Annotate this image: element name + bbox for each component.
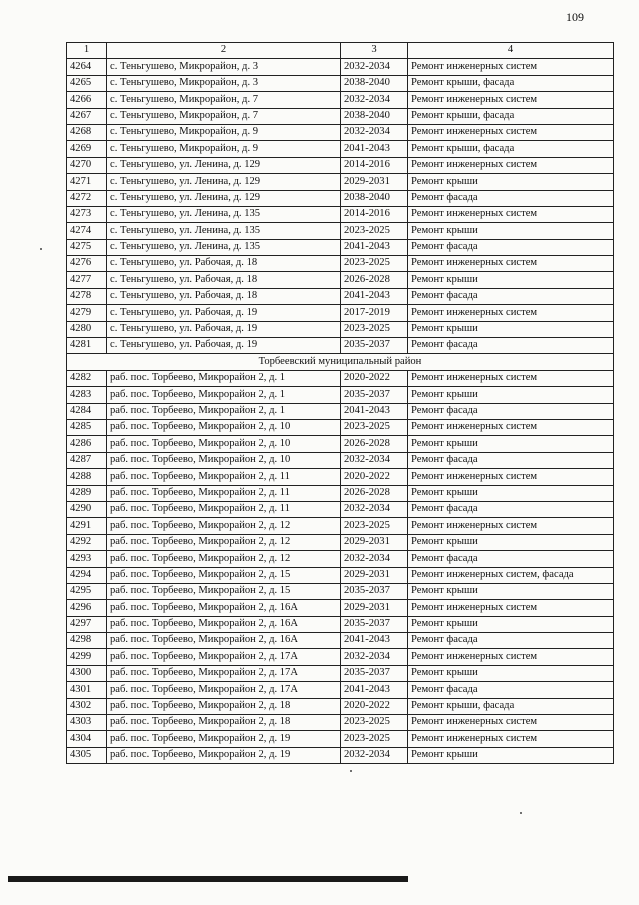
table-row	[67, 141, 614, 157]
address-cell: раб. пос. Торбеево, Микрорайон 2, д. 12	[107, 551, 341, 567]
row-number-cell: 4289	[67, 485, 107, 501]
period-cell: 2026-2028	[341, 272, 408, 288]
table-row	[67, 305, 614, 321]
address-cell: раб. пос. Торбеево, Микрорайон 2, д. 16А	[107, 616, 341, 632]
row-number-cell: 4299	[67, 649, 107, 665]
period-cell: 2035-2037	[341, 583, 408, 599]
section-header	[67, 354, 614, 370]
table-row	[67, 534, 614, 550]
scan-speck	[520, 812, 522, 814]
table-row	[67, 567, 614, 583]
row-number-cell: 4277	[67, 272, 107, 288]
period-cell: 2032-2034	[341, 452, 408, 468]
work-type-cell: Ремонт крыши, фасада	[408, 141, 614, 157]
address-cell: раб. пос. Торбеево, Микрорайон 2, д. 12	[107, 518, 341, 534]
work-type-cell: Ремонт фасада	[408, 190, 614, 206]
address-cell: с. Теньгушево, Микрорайон, д. 3	[107, 59, 341, 75]
work-type-cell: Ремонт инженерных систем	[408, 649, 614, 665]
table-row	[67, 108, 614, 124]
row-number-cell: 4269	[67, 141, 107, 157]
address-cell: с. Теньгушево, Микрорайон, д. 3	[107, 75, 341, 91]
work-type-cell: Ремонт крыши, фасада	[408, 108, 614, 124]
row-number-cell: 4274	[67, 223, 107, 239]
work-type-cell: Ремонт крыши	[408, 223, 614, 239]
row-number-cell: 4267	[67, 108, 107, 124]
address-cell: раб. пос. Торбеево, Микрорайон 2, д. 11	[107, 485, 341, 501]
scan-speck	[40, 248, 42, 250]
work-type-cell: Ремонт крыши	[408, 174, 614, 190]
address-cell: раб. пос. Торбеево, Микрорайон 2, д. 19	[107, 747, 341, 763]
row-number-cell: 4268	[67, 124, 107, 140]
table-row	[67, 370, 614, 386]
period-cell: 2026-2028	[341, 436, 408, 452]
row-number-cell: 4272	[67, 190, 107, 206]
period-cell: 2029-2031	[341, 174, 408, 190]
row-number-cell: 4278	[67, 288, 107, 304]
row-number-cell: 4287	[67, 452, 107, 468]
table-row	[67, 272, 614, 288]
work-type-cell: Ремонт крыши	[408, 387, 614, 403]
row-number-cell: 4303	[67, 715, 107, 731]
address-cell: раб. пос. Торбеево, Микрорайон 2, д. 17А	[107, 682, 341, 698]
period-cell: 2041-2043	[341, 682, 408, 698]
work-type-cell: Ремонт фасада	[408, 501, 614, 517]
table-row	[67, 206, 614, 222]
period-cell: 2032-2034	[341, 92, 408, 108]
work-type-cell: Ремонт крыши, фасада	[408, 75, 614, 91]
row-number-cell: 4298	[67, 633, 107, 649]
work-type-cell: Ремонт крыши	[408, 272, 614, 288]
row-number-cell: 4288	[67, 469, 107, 485]
row-number-cell: 4284	[67, 403, 107, 419]
work-type-cell: Ремонт фасада	[408, 239, 614, 255]
period-cell: 2023-2025	[341, 223, 408, 239]
table-row	[67, 239, 614, 255]
period-cell: 2023-2025	[341, 321, 408, 337]
work-type-cell: Ремонт инженерных систем	[408, 731, 614, 747]
address-cell: раб. пос. Торбеево, Микрорайон 2, д. 18	[107, 698, 341, 714]
table-row	[67, 157, 614, 173]
work-type-cell: Ремонт инженерных систем	[408, 59, 614, 75]
period-cell: 2035-2037	[341, 387, 408, 403]
page-number: 109	[566, 10, 584, 24]
table-row	[67, 75, 614, 91]
period-cell: 2038-2040	[341, 190, 408, 206]
address-cell: с. Теньгушево, Микрорайон, д. 7	[107, 108, 341, 124]
table-row	[67, 288, 614, 304]
repair-schedule-table	[66, 42, 614, 764]
work-type-cell: Ремонт фасада	[408, 551, 614, 567]
row-number-cell: 4283	[67, 387, 107, 403]
row-number-cell: 4264	[67, 59, 107, 75]
work-type-cell: Ремонт крыши	[408, 583, 614, 599]
table-body-torbeevo	[67, 370, 614, 763]
address-cell: с. Теньгушево, ул. Рабочая, д. 18	[107, 256, 341, 272]
work-type-cell: Ремонт инженерных систем	[408, 124, 614, 140]
table-row	[67, 600, 614, 616]
row-number-cell: 4281	[67, 338, 107, 354]
address-cell: раб. пос. Торбеево, Микрорайон 2, д. 1	[107, 370, 341, 386]
work-type-cell: Ремонт фасада	[408, 633, 614, 649]
period-cell: 2014-2016	[341, 157, 408, 173]
period-cell: 2038-2040	[341, 75, 408, 91]
address-cell: с. Теньгушево, ул. Ленина, д. 129	[107, 157, 341, 173]
table-row	[67, 649, 614, 665]
table-row	[67, 583, 614, 599]
row-number-cell: 4290	[67, 501, 107, 517]
table-row	[67, 501, 614, 517]
address-cell: раб. пос. Торбеево, Микрорайон 2, д. 19	[107, 731, 341, 747]
header-cell-1: 1	[67, 43, 107, 59]
address-cell: с. Теньгушево, Микрорайон, д. 9	[107, 124, 341, 140]
header-cell-2: 2	[107, 43, 341, 59]
address-cell: раб. пос. Торбеево, Микрорайон 2, д. 15	[107, 583, 341, 599]
period-cell: 2023-2025	[341, 256, 408, 272]
work-type-cell: Ремонт крыши	[408, 436, 614, 452]
row-number-cell: 4295	[67, 583, 107, 599]
row-number-cell: 4301	[67, 682, 107, 698]
row-number-cell: 4282	[67, 370, 107, 386]
period-cell: 2041-2043	[341, 403, 408, 419]
table-row	[67, 321, 614, 337]
period-cell: 2020-2022	[341, 370, 408, 386]
address-cell: с. Теньгушево, ул. Рабочая, д. 18	[107, 288, 341, 304]
table-row	[67, 59, 614, 75]
address-cell: с. Теньгушево, Микрорайон, д. 7	[107, 92, 341, 108]
row-number-cell: 4265	[67, 75, 107, 91]
table-row	[67, 174, 614, 190]
row-number-cell: 4291	[67, 518, 107, 534]
table-row	[67, 616, 614, 632]
table-row	[67, 518, 614, 534]
table-row	[67, 452, 614, 468]
table-row	[67, 731, 614, 747]
row-number-cell: 4292	[67, 534, 107, 550]
address-cell: с. Теньгушево, ул. Рабочая, д. 19	[107, 305, 341, 321]
period-cell: 2023-2025	[341, 731, 408, 747]
address-cell: с. Теньгушево, ул. Рабочая, д. 19	[107, 338, 341, 354]
address-cell: с. Теньгушево, ул. Ленина, д. 135	[107, 223, 341, 239]
table-row	[67, 190, 614, 206]
period-cell: 2041-2043	[341, 288, 408, 304]
section-title: Торбеевский муниципальный район	[67, 354, 614, 370]
row-number-cell: 4266	[67, 92, 107, 108]
work-type-cell: Ремонт крыши	[408, 616, 614, 632]
address-cell: раб. пос. Торбеево, Микрорайон 2, д. 1	[107, 387, 341, 403]
period-cell: 2014-2016	[341, 206, 408, 222]
work-type-cell: Ремонт инженерных систем	[408, 469, 614, 485]
work-type-cell: Ремонт крыши	[408, 485, 614, 501]
work-type-cell: Ремонт инженерных систем, фасада	[408, 567, 614, 583]
table-row	[67, 551, 614, 567]
period-cell: 2029-2031	[341, 534, 408, 550]
work-type-cell: Ремонт фасада	[408, 403, 614, 419]
table-row	[67, 419, 614, 435]
period-cell: 2032-2034	[341, 551, 408, 567]
address-cell: с. Теньгушево, ул. Рабочая, д. 19	[107, 321, 341, 337]
table-row	[67, 338, 614, 354]
address-cell: раб. пос. Торбеево, Микрорайон 2, д. 17А	[107, 665, 341, 681]
period-cell: 2032-2034	[341, 649, 408, 665]
address-cell: раб. пос. Торбеево, Микрорайон 2, д. 11	[107, 501, 341, 517]
work-type-cell: Ремонт инженерных систем	[408, 157, 614, 173]
period-cell: 2032-2034	[341, 59, 408, 75]
header-cell-4: 4	[408, 43, 614, 59]
address-cell: с. Теньгушево, ул. Рабочая, д. 18	[107, 272, 341, 288]
work-type-cell: Ремонт крыши, фасада	[408, 698, 614, 714]
period-cell: 2035-2037	[341, 616, 408, 632]
period-cell: 2041-2043	[341, 141, 408, 157]
table-row	[67, 485, 614, 501]
work-type-cell: Ремонт фасада	[408, 288, 614, 304]
section-row	[67, 354, 614, 370]
period-cell: 2020-2022	[341, 469, 408, 485]
address-cell: раб. пос. Торбеево, Микрорайон 2, д. 17А	[107, 649, 341, 665]
header-row	[67, 43, 614, 59]
address-cell: раб. пос. Торбеево, Микрорайон 2, д. 1	[107, 403, 341, 419]
period-cell: 2041-2043	[341, 239, 408, 255]
period-cell: 2026-2028	[341, 485, 408, 501]
row-number-cell: 4279	[67, 305, 107, 321]
address-cell: с. Теньгушево, ул. Ленина, д. 129	[107, 190, 341, 206]
period-cell: 2032-2034	[341, 124, 408, 140]
table-row	[67, 469, 614, 485]
address-cell: с. Теньгушево, ул. Ленина, д. 135	[107, 206, 341, 222]
table-row	[67, 665, 614, 681]
period-cell: 2032-2034	[341, 501, 408, 517]
address-cell: раб. пос. Торбеево, Микрорайон 2, д. 11	[107, 469, 341, 485]
period-cell: 2029-2031	[341, 600, 408, 616]
work-type-cell: Ремонт инженерных систем	[408, 419, 614, 435]
period-cell: 2038-2040	[341, 108, 408, 124]
row-number-cell: 4300	[67, 665, 107, 681]
row-number-cell: 4286	[67, 436, 107, 452]
row-number-cell: 4280	[67, 321, 107, 337]
work-type-cell: Ремонт инженерных систем	[408, 305, 614, 321]
period-cell: 2029-2031	[341, 567, 408, 583]
address-cell: раб. пос. Торбеево, Микрорайон 2, д. 18	[107, 715, 341, 731]
table-row	[67, 747, 614, 763]
work-type-cell: Ремонт фасада	[408, 682, 614, 698]
period-cell: 2017-2019	[341, 305, 408, 321]
work-type-cell: Ремонт крыши	[408, 747, 614, 763]
address-cell: с. Теньгушево, Микрорайон, д. 9	[107, 141, 341, 157]
row-number-cell: 4294	[67, 567, 107, 583]
table-header	[67, 43, 614, 59]
table-row	[67, 256, 614, 272]
work-type-cell: Ремонт инженерных систем	[408, 92, 614, 108]
row-number-cell: 4271	[67, 174, 107, 190]
address-cell: раб. пос. Торбеево, Микрорайон 2, д. 10	[107, 452, 341, 468]
row-number-cell: 4273	[67, 206, 107, 222]
work-type-cell: Ремонт фасада	[408, 452, 614, 468]
period-cell: 2023-2025	[341, 715, 408, 731]
scan-speck	[350, 770, 352, 772]
work-type-cell: Ремонт инженерных систем	[408, 600, 614, 616]
work-type-cell: Ремонт инженерных систем	[408, 715, 614, 731]
address-cell: раб. пос. Торбеево, Микрорайон 2, д. 15	[107, 567, 341, 583]
address-cell: раб. пос. Торбеево, Микрорайон 2, д. 10	[107, 436, 341, 452]
address-cell: с. Теньгушево, ул. Ленина, д. 135	[107, 239, 341, 255]
work-type-cell: Ремонт крыши	[408, 534, 614, 550]
period-cell: 2035-2037	[341, 338, 408, 354]
header-cell-3: 3	[341, 43, 408, 59]
period-cell: 2035-2037	[341, 665, 408, 681]
address-cell: раб. пос. Торбеево, Микрорайон 2, д. 12	[107, 534, 341, 550]
table-row	[67, 124, 614, 140]
work-type-cell: Ремонт фасада	[408, 338, 614, 354]
table-row	[67, 223, 614, 239]
period-cell: 2023-2025	[341, 518, 408, 534]
row-number-cell: 4304	[67, 731, 107, 747]
address-cell: раб. пос. Торбеево, Микрорайон 2, д. 16А	[107, 633, 341, 649]
address-cell: с. Теньгушево, ул. Ленина, д. 129	[107, 174, 341, 190]
scan-edge-bar	[8, 876, 408, 882]
row-number-cell: 4270	[67, 157, 107, 173]
work-type-cell: Ремонт инженерных систем	[408, 370, 614, 386]
row-number-cell: 4276	[67, 256, 107, 272]
period-cell: 2020-2022	[341, 698, 408, 714]
table-row	[67, 92, 614, 108]
period-cell: 2041-2043	[341, 633, 408, 649]
row-number-cell: 4275	[67, 239, 107, 255]
table-row	[67, 698, 614, 714]
row-number-cell: 4302	[67, 698, 107, 714]
table-row	[67, 403, 614, 419]
work-type-cell: Ремонт инженерных систем	[408, 518, 614, 534]
work-type-cell: Ремонт крыши	[408, 665, 614, 681]
row-number-cell: 4297	[67, 616, 107, 632]
table-row	[67, 682, 614, 698]
table-row	[67, 633, 614, 649]
period-cell: 2032-2034	[341, 747, 408, 763]
address-cell: раб. пос. Торбеево, Микрорайон 2, д. 10	[107, 419, 341, 435]
table-row	[67, 715, 614, 731]
address-cell: раб. пос. Торбеево, Микрорайон 2, д. 16А	[107, 600, 341, 616]
row-number-cell: 4285	[67, 419, 107, 435]
work-type-cell: Ремонт крыши	[408, 321, 614, 337]
work-type-cell: Ремонт инженерных систем	[408, 206, 614, 222]
work-type-cell: Ремонт инженерных систем	[408, 256, 614, 272]
table-row	[67, 436, 614, 452]
row-number-cell: 4296	[67, 600, 107, 616]
row-number-cell: 4305	[67, 747, 107, 763]
table-row	[67, 387, 614, 403]
table-body-tengushevo	[67, 59, 614, 354]
period-cell: 2023-2025	[341, 419, 408, 435]
row-number-cell: 4293	[67, 551, 107, 567]
